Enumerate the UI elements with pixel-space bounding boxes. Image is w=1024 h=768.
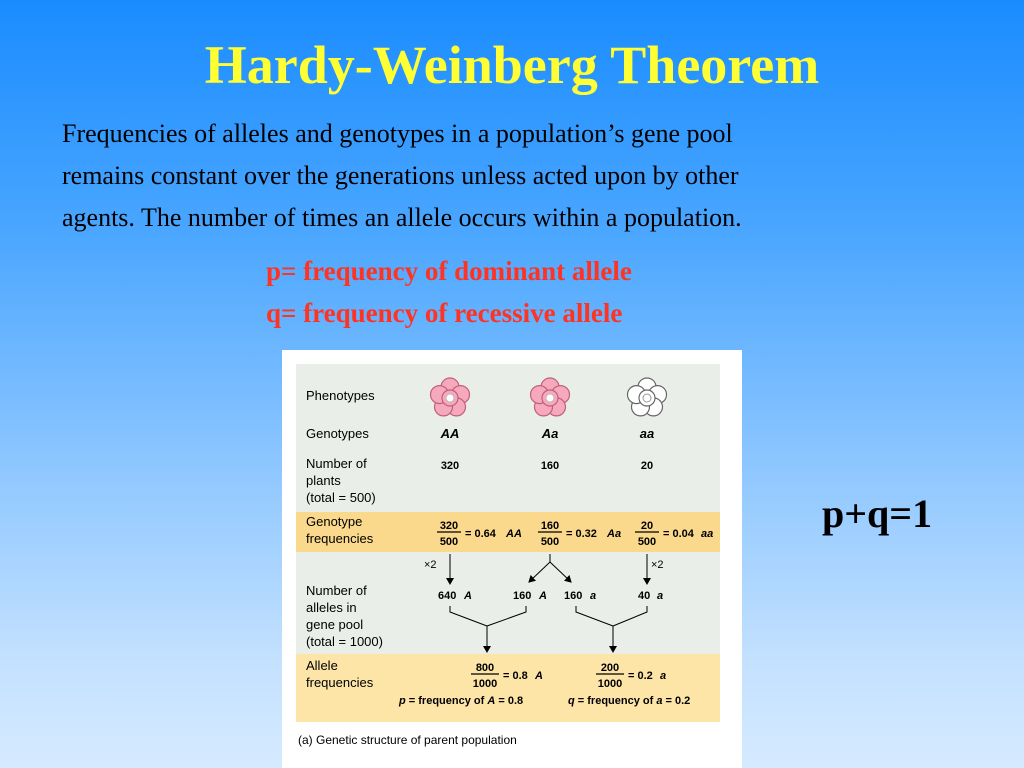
p-statement-text: = frequency of (405, 695, 488, 707)
allele-count-symbol: a (657, 590, 664, 602)
genetic-structure-figure (282, 350, 742, 768)
q-allele: a (656, 695, 663, 707)
intro-line: remains constant over the generations unless acted upon by other (62, 161, 739, 190)
equation: p+q=1 (822, 491, 933, 536)
q-frequency-statement (568, 695, 690, 707)
allele-count-number: 40 (638, 590, 651, 602)
plant-count: 20 (640, 460, 654, 472)
label-genotype-frequencies: Genotype (306, 514, 363, 529)
plant-count: 160 (540, 460, 560, 472)
fraction-denominator: 500 (637, 536, 657, 548)
figure-caption: (a) Genetic structure of parent population (298, 733, 517, 747)
intro-line: Frequencies of alleles and genotypes in a population’s gene pool (62, 119, 733, 148)
label-phenotypes: Phenotypes (306, 388, 375, 403)
allele-count-number: 160 (564, 590, 583, 602)
frequency-genotype: Aa (607, 528, 622, 540)
q-value: = 0.2 (662, 695, 691, 707)
fraction-numerator: 200 (600, 662, 620, 674)
p-symbol: p (399, 695, 406, 707)
label-genotype-frequencies: frequencies (306, 531, 374, 546)
frequency-allele: a (660, 670, 667, 682)
intro-text (62, 113, 982, 239)
label-plants: plants (306, 473, 341, 488)
label-allele-frequencies: Allele (306, 658, 338, 673)
fraction-denominator: 500 (439, 536, 459, 548)
label-alleles: gene pool (306, 617, 364, 632)
multiplier-label: ×2 (651, 559, 664, 571)
q-definition: q= frequency of recessive allele (266, 298, 623, 328)
fraction-numerator: 20 (640, 520, 654, 532)
allele-count (513, 590, 547, 602)
q-symbol: q (568, 695, 575, 707)
frequency-allele: A (535, 670, 543, 682)
fraction-denominator: 1000 (597, 678, 623, 690)
genotype-name: Aa (541, 426, 559, 441)
fraction-denominator: 1000 (472, 678, 498, 690)
label-genotypes: Genotypes (306, 426, 369, 441)
allele-count-symbol: A (464, 590, 472, 602)
label-alleles: alleles in (306, 600, 357, 615)
label-alleles: Number of (306, 583, 367, 598)
frequency-genotype: aa (701, 528, 714, 540)
p-frequency-statement (398, 695, 523, 707)
frequency-genotype: AA (506, 528, 522, 540)
multiplier-label: ×2 (424, 559, 437, 571)
allele-count (438, 590, 472, 602)
allele-definitions (266, 250, 632, 334)
label-alleles: (total = 1000) (306, 634, 383, 649)
genotype-name: AA (440, 426, 460, 441)
figure-diagram (282, 350, 742, 768)
frequency-value: = 0.64 (465, 528, 496, 540)
slide-title: Hardy-Weinberg Theorem (204, 35, 820, 95)
allele-count-symbol: a (590, 590, 597, 602)
frequency-value: = 0.2 (628, 670, 653, 682)
q-statement-text: = frequency of (574, 695, 657, 707)
fraction-denominator: 500 (540, 536, 560, 548)
label-plants: (total = 500) (306, 490, 376, 505)
allele-count-number: 640 (438, 590, 457, 602)
genotype-name: aa (639, 426, 655, 441)
p-value: = 0.8 (495, 695, 524, 707)
frequency-value: = 0.8 (503, 670, 528, 682)
p-definition: p= frequency of dominant allele (266, 256, 632, 286)
frequency-value: = 0.32 (566, 528, 597, 540)
fraction-numerator: 800 (475, 662, 495, 674)
allele-count-number: 160 (513, 590, 532, 602)
allele-count (564, 590, 596, 602)
label-plants: Number of (306, 456, 367, 471)
p-allele: A (487, 695, 496, 707)
label-allele-frequencies: frequencies (306, 675, 374, 690)
intro-line: agents. The number of times an allele occurs within a population. (62, 203, 742, 232)
plant-count: 320 (440, 460, 460, 472)
fraction-numerator: 160 (540, 520, 560, 532)
allele-count-symbol: A (539, 590, 547, 602)
frequency-value: = 0.04 (663, 528, 694, 540)
fraction-numerator: 320 (439, 520, 459, 532)
